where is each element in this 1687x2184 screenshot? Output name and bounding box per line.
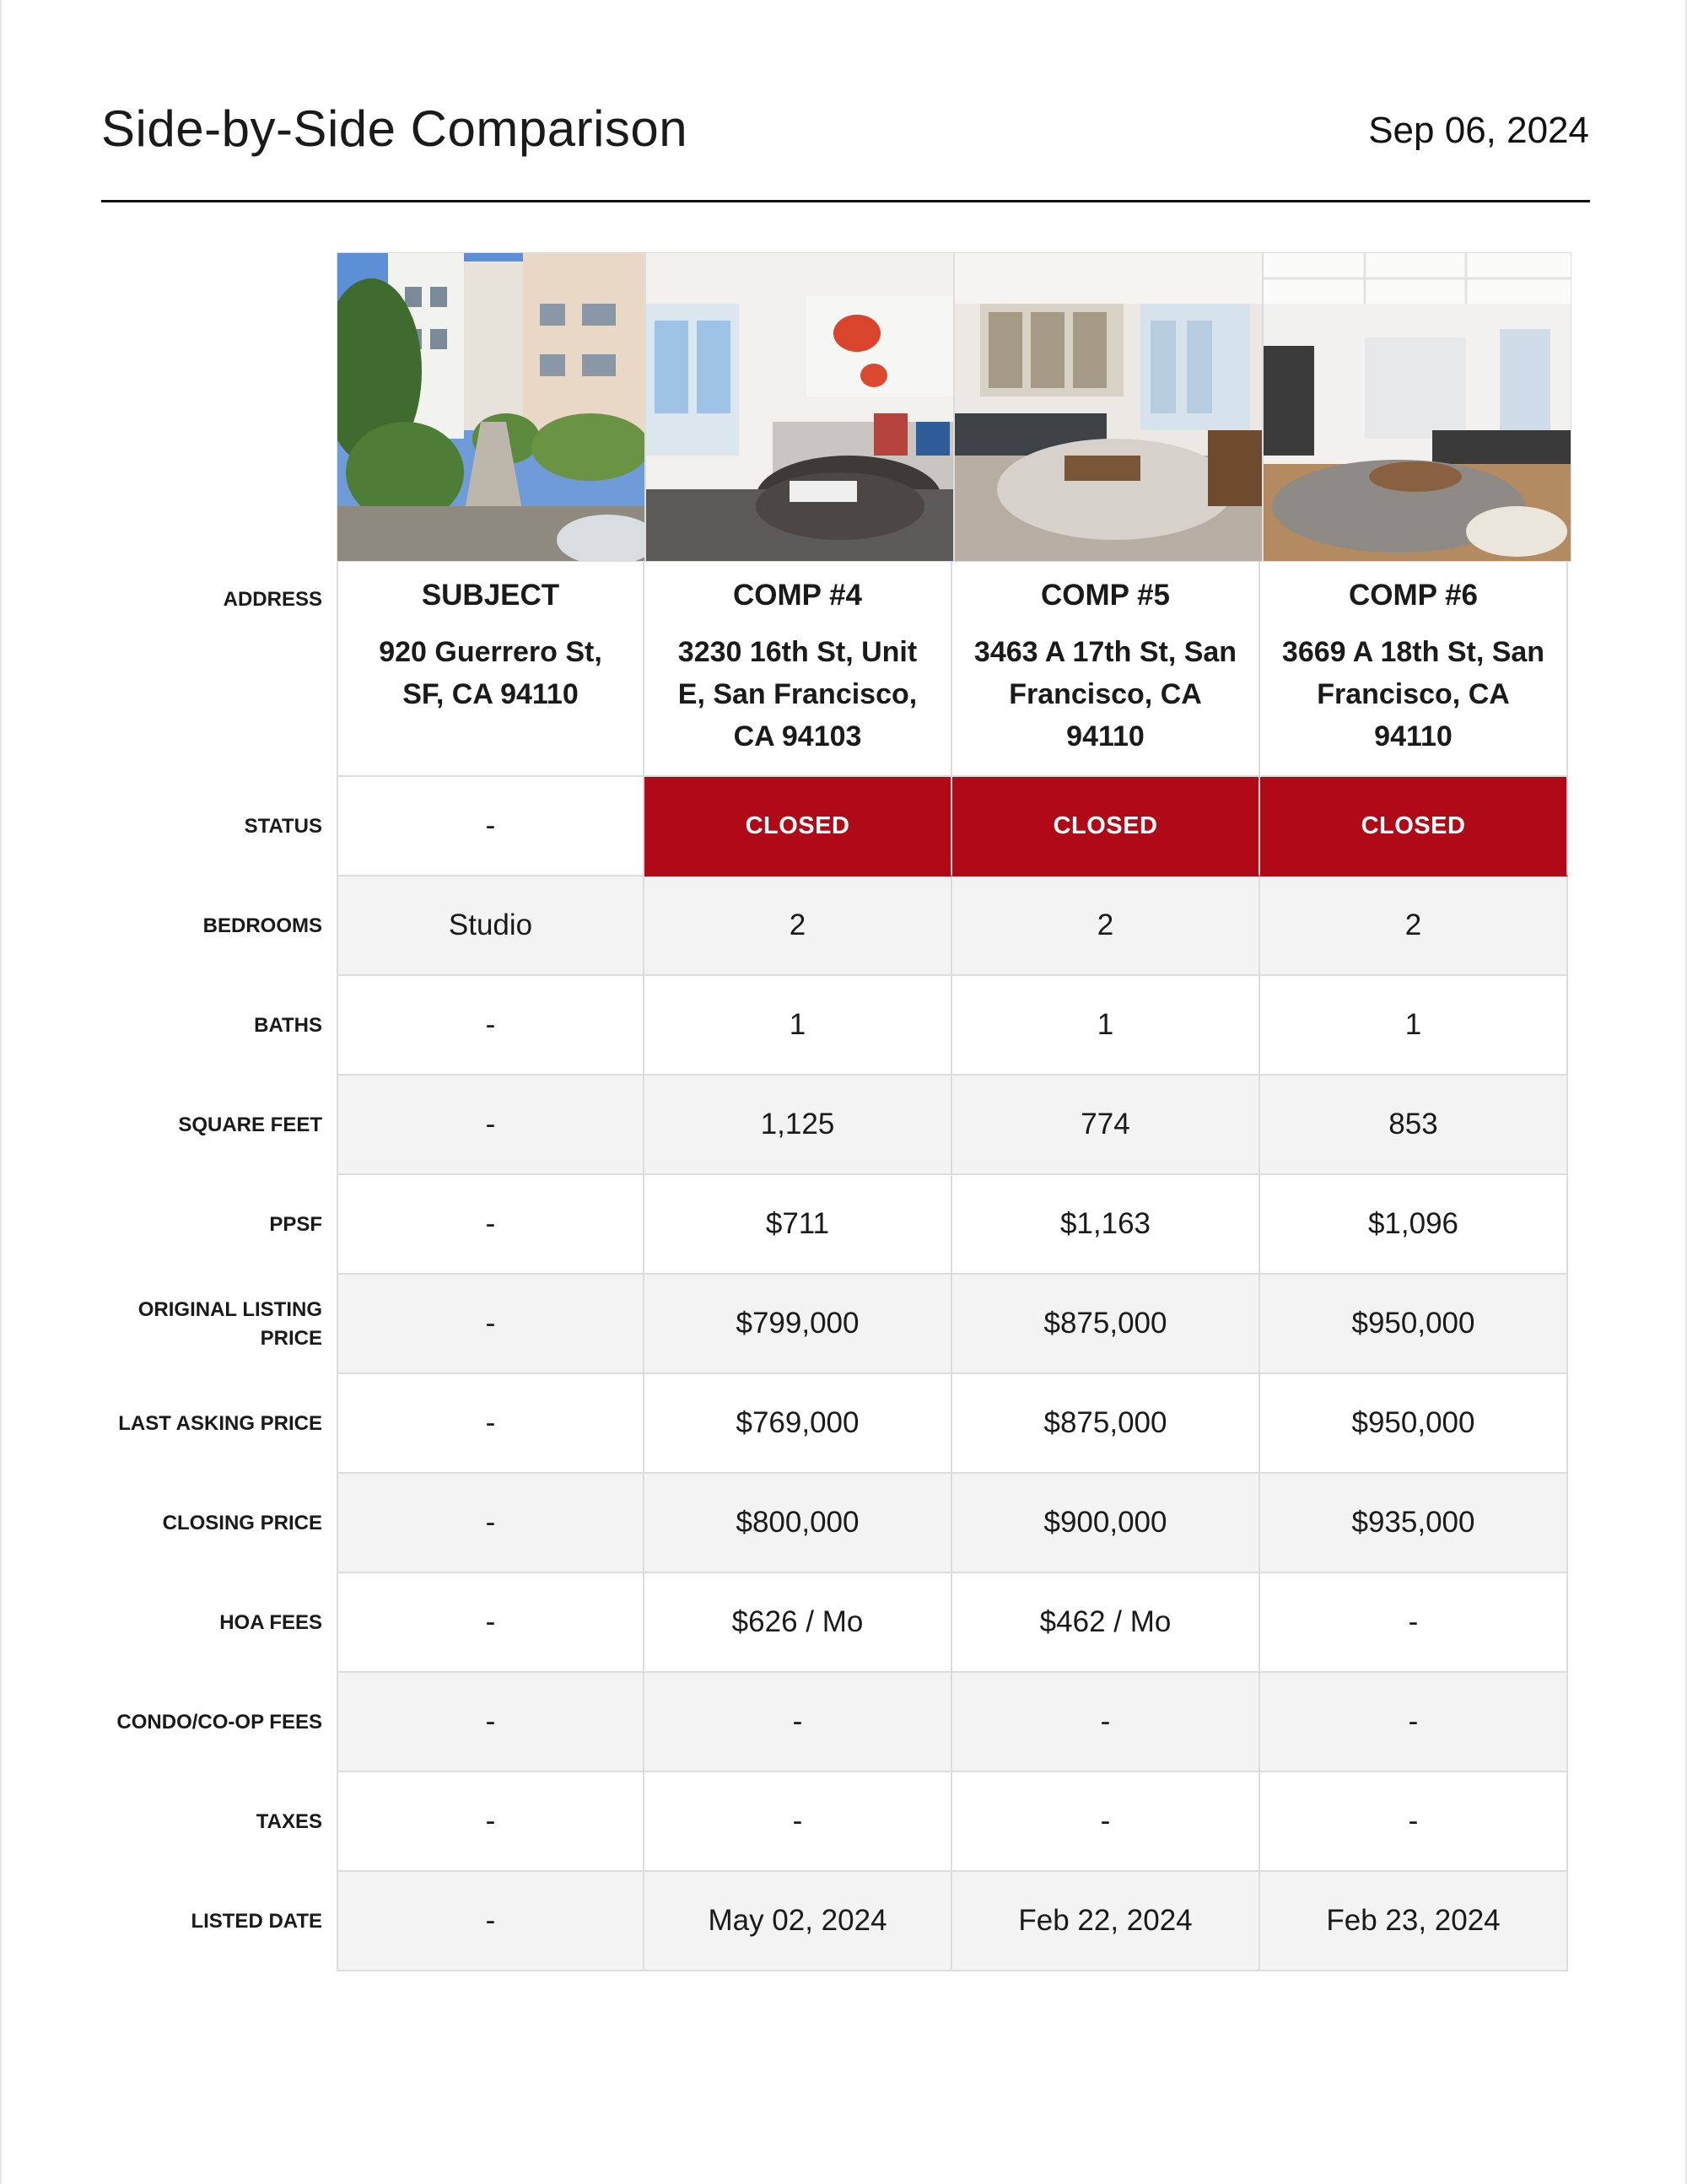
table-cell: Studio xyxy=(337,876,644,976)
table-cell: $1,096 xyxy=(1260,1175,1568,1275)
property-address: 3230 16th St, Unit E, San Francisco, CA 94103 xyxy=(677,636,918,752)
table-cell: 853 xyxy=(1260,1076,1568,1175)
row-label-condo-fees: CONDO/CO-OP FEES xyxy=(116,1711,322,1734)
table-cell: 2 xyxy=(952,876,1260,976)
table-cell: - xyxy=(644,1772,952,1872)
closing-price-row xyxy=(0,1474,1687,1573)
table-cell: - xyxy=(337,976,644,1076)
table-cell: $626 / Mo xyxy=(644,1573,952,1673)
property-header xyxy=(952,562,1260,777)
hoa-fees-row xyxy=(0,1573,1687,1673)
row-label-taxes: TAXES xyxy=(256,1810,322,1833)
baths-row xyxy=(0,976,1687,1076)
living-room-photo xyxy=(646,253,953,561)
table-cell: $711 xyxy=(644,1175,952,1275)
property-title: COMP #4 xyxy=(732,579,863,612)
table-cell: Feb 23, 2024 xyxy=(1260,1872,1568,1971)
row-label-hoa-fees: HOA FEES xyxy=(219,1611,322,1634)
table-cell: $800,000 xyxy=(644,1474,952,1573)
table-cell: - xyxy=(337,1076,644,1175)
table-cell: $935,000 xyxy=(1260,1474,1568,1573)
property-title: COMP #5 xyxy=(1040,579,1171,612)
table-cell: $875,000 xyxy=(952,1374,1260,1474)
comp5-photo xyxy=(954,252,1263,562)
status-badge: CLOSED xyxy=(952,777,1260,876)
table-cell: - xyxy=(337,1374,644,1474)
property-header xyxy=(644,562,952,777)
photo-row xyxy=(337,252,1571,562)
building-exterior-photo xyxy=(337,253,644,561)
header-divider xyxy=(101,200,1590,202)
ppsf-row xyxy=(0,1175,1687,1275)
table-cell: $799,000 xyxy=(644,1275,952,1374)
living-room-photo xyxy=(955,253,1262,561)
table-cell: May 02, 2024 xyxy=(644,1872,952,1971)
table-cell: 1 xyxy=(1260,976,1568,1076)
row-label-closing-price: CLOSING PRICE xyxy=(162,1512,322,1534)
table-cell: - xyxy=(952,1772,1260,1872)
property-address: 3669 A 18th St, San Francisco, CA 94110 xyxy=(1281,636,1545,752)
table-cell: - xyxy=(1260,1573,1568,1673)
table-cell: $900,000 xyxy=(952,1474,1260,1573)
row-label-listed-date: LISTED DATE xyxy=(191,1910,322,1933)
table-cell: $950,000 xyxy=(1260,1275,1568,1374)
row-label-bedrooms: BEDROOMS xyxy=(202,914,322,937)
square-feet-row xyxy=(0,1076,1687,1175)
status-row xyxy=(0,777,1687,876)
table-cell: - xyxy=(952,1673,1260,1772)
table-cell: - xyxy=(337,1175,644,1275)
table-cell: - xyxy=(337,1474,644,1573)
table-cell: - xyxy=(644,1673,952,1772)
bedrooms-row xyxy=(0,876,1687,976)
row-label-baths: BATHS xyxy=(254,1014,322,1037)
row-label-square-feet: SQUARE FEET xyxy=(178,1114,322,1136)
status-cell: - xyxy=(337,777,644,876)
address-row xyxy=(0,562,1687,777)
table-cell: 1 xyxy=(952,976,1260,1076)
last-asking-price-row xyxy=(0,1374,1687,1474)
row-label-last-asking-price: LAST ASKING PRICE xyxy=(118,1412,322,1435)
row-label-status: STATUS xyxy=(244,815,322,838)
original-listing-price-row xyxy=(0,1275,1687,1374)
table-cell: - xyxy=(337,1275,644,1374)
table-cell: Feb 22, 2024 xyxy=(952,1872,1260,1971)
taxes-row xyxy=(0,1772,1687,1872)
table-cell: 1 xyxy=(644,976,952,1076)
table-cell: $1,163 xyxy=(952,1175,1260,1275)
page-title: Side-by-Side Comparison xyxy=(101,100,688,157)
row-label-address: ADDRESS xyxy=(223,588,322,611)
table-cell: 1,125 xyxy=(644,1076,952,1175)
living-room-photo xyxy=(1264,253,1571,561)
row-label-ppsf: PPSF xyxy=(269,1213,322,1236)
property-address: 920 Guerrero St, SF, CA 94110 xyxy=(379,636,602,710)
table-cell: 774 xyxy=(952,1076,1260,1175)
listed-date-row xyxy=(0,1872,1687,1971)
table-cell: 2 xyxy=(644,876,952,976)
property-address: 3463 A 17th St, San Francisco, CA 94110 xyxy=(973,636,1237,752)
property-title: SUBJECT xyxy=(421,579,560,612)
table-cell: 2 xyxy=(1260,876,1568,976)
subject-photo xyxy=(337,252,645,562)
status-badge: CLOSED xyxy=(644,777,952,876)
property-title: COMP #6 xyxy=(1348,579,1479,612)
property-header xyxy=(1260,562,1568,777)
table-cell: - xyxy=(337,1673,644,1772)
property-header xyxy=(337,562,644,777)
table-cell: - xyxy=(337,1872,644,1971)
table-cell: - xyxy=(337,1573,644,1673)
comp6-photo xyxy=(1263,252,1571,562)
table-cell: $769,000 xyxy=(644,1374,952,1474)
table-cell: - xyxy=(1260,1673,1568,1772)
table-cell: $875,000 xyxy=(952,1275,1260,1374)
table-cell: $462 / Mo xyxy=(952,1573,1260,1673)
table-cell: - xyxy=(337,1772,644,1872)
row-label-original-listing-price: ORIGINAL LISTING PRICE xyxy=(137,1298,322,1350)
table-cell: - xyxy=(1260,1772,1568,1872)
condo-fees-row xyxy=(0,1673,1687,1772)
comp4-photo xyxy=(645,252,954,562)
table-cell: $950,000 xyxy=(1260,1374,1568,1474)
status-badge: CLOSED xyxy=(1260,777,1568,876)
report-date: Sep 06, 2024 xyxy=(1368,110,1589,151)
